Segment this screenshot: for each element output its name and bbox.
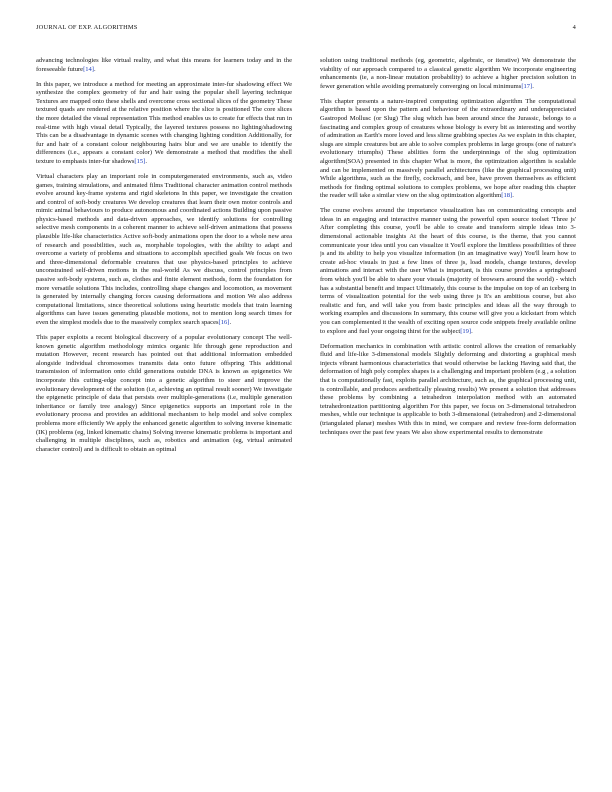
paragraph-text: This paper exploits a recent biological discovery of a popular evolutionary concept The well-known genetic algorithm methodology mimics organic life through gene reproduction and mutation However, recent research has pointed out that additional information embedded alongside individual chromosomes transmits data onto future offspring This additional transmission of information onto child generations outside DNA is known as epigenetics We incorporate this cutting-edge concept into a genetic algorithm to steer and improve the evolutionary development of the solution (i.e, achieving an optimal result sooner) We investigate the epigenetic principle of data that persists over multiple-generations (i.e, multiple generation inheritance or family tree analogy) Since epigenetics supports an important role in the evolutionary process and provides an additional mechanism to help model and solve complex problems more efficiently We apply the enhanced genetic algorithm to solving inverse kinematic (IK) problems (eg, linked kinematic chains) Solving inverse kinematic problems is important and challenging in multiple disciplines, such as, robotics and animation (eg, virtual animated character control) and is difficult to obtain an optimal [36, 333, 292, 453]
paragraph [36, 334, 292, 454]
page-number: 4 [572, 24, 576, 31]
paragraph-text: Deformation mechanics in combination with artistic control allows the creation of remarkably fluid and life-like 3-dimensional models Slightly deforming and distorting a graphical mesh injects vibrant harmonious characteristics that would otherwise be lacking Having said that, the deformation of high poly complex shapes is a challenging and important problem (e.g , a solution that is computationally fast, exploits parallel architecture, such as, the graphical processing unit, is controllable, and produces aesthetically pleasing results) We present a solution that addresses these problems by combining a tetrahedron interpolation method with an automated tetrahedronization partitioning algorithm For this paper, we focus on 3-dimensional tetrahedron meshes, while our technique is applicable to both 3-dimensional (tetrahedron) and 2-dimensional (triangulated planar) meshes With this in mind, we compare and review free-form deformation techniques over the past few years We also show experimental results to demonstrate [320, 342, 576, 436]
paragraph-end: . [471, 327, 473, 335]
paragraph-text: advancing technologies like virtual reality, and what this means for learners today and in the foreseeable future [36, 57, 292, 73]
paragraph-text: Virtual characters play an important role in computergenerated environments, such as, video games, training simulations, and animated films Traditional character animation control methods evolve around key-frame systems and rigid skeletons In this paper, we investigate the creation and control of soft-body creatures We develop creatures that learn their own motor controls and mimic animal behaviours to produce autonomous and coordinated actions Building upon passive physics-based methods and data-driven approaches, we identify solutions for controlling selective mesh components in a coherent manner to achieve self-driven animations that possess plausible life-like characteristics Active soft-body animations open the door to a whole new area of research and possibilities, such as, morphable topologies, with the ability to adapt and overcome a variety of problems and situations to accomplish specified goals We focus on two and three-dimensional deformable creatures that use physics-based principles to achieve unconstrained self-driven motions in the real-world As we discuss, control principles from passive soft-body systems, such as, clothes and finite element methods, form the foundation for more versatile solutions This includes, controlling shape changes and locomotion, as movement is generated by internally changing forces causing deformations and motion We also address computational limitations, since theoretical solutions using heuristic models that train learning algorithms can have issues generating plausible motions, not to mention long search times for even the simplest models due to the massively complex search spaces [36, 172, 292, 326]
paragraph-end: . [532, 82, 534, 90]
paragraph [320, 57, 576, 91]
citation-link[interactable]: [17] [521, 82, 533, 90]
citation-link[interactable]: [16] [218, 319, 230, 326]
paragraph [320, 98, 576, 201]
running-header [36, 24, 576, 36]
paragraph-text: In this paper, we introduce a method for meeting an approximate inter-fur shadowing effect We synthesize the complex geometry of fur and hair using the popular shell layering technique Textures are mapped onto these shells and overcome cross sectional slices of the geometry These textured quads are rendered at the relative position where the slice is positioned The core slices the more detailed the visual representation This method enables us to create fur effects that run in real-time with high visual detail Typically, the layered textures possess no lighting/shadowing This can be a disadvantage in dynamic scenes with changing lighting condition Additionally, for fur and hair of a constant colour neighbouring hairs blur and we are unable to identify the differences (i.e., appears a constant color) We demonstrate a method that modifies the shell texture to emphasis inter-fur shadows [36, 80, 292, 165]
paragraph-text: The course evolves around the importance visualization has on communicating concepts and ideas in an engaging and interactive manner using the powerful open source toolset 'Three js' After completing this course, you'll be able to create and transform simple ideas into 3-dimensional actionable insights At the heart of this course, is the theme, that you cannot communicate your idea until you can visualize it You'll explore the limitless possibilities of three js and its ability to help you visualize information (in an imaginative way) You'll learn how to create ad-hoc visuals in just a few lines of three js, load models, change textures, develop animations and interact with the user What is important, is this course provides a springboard from which you'll be able to share your visuals (majority of browsers around the world) - which has a substantial benefit and impact Ultimately, this course is the impulse on top of an iceberg in terms of visualization potential for the web using three js It's an ambitious course, but also realistic and fun, and will take you from basic principles and ideas all the way through to working examples and discussions In summary, this course will give you a kickstart from which you can complemented it the wealth of exciting open source code snippets freely available online to explore and fuel your ongoing thirst for the subject [320, 207, 576, 335]
paragraph [320, 207, 576, 336]
citation-link[interactable]: [15] [134, 157, 146, 165]
paragraph [36, 173, 292, 328]
citation-link[interactable]: [19] [460, 327, 472, 335]
paragraph-text: solution using traditional methods (eg, geometric, algebraic, or iterative) We demonstrate the viability of our approach compared to a classical genetic algorithm We incorporate engineering enhancements (ie, a non-linear mutation probability) to achieve a higher precision solution in fewer generation while avoiding prematurely converging on local minimums [320, 57, 576, 90]
left-column [36, 57, 292, 777]
paragraph [320, 343, 576, 438]
right-column [320, 57, 576, 777]
paragraph-end: . [229, 319, 232, 326]
paragraph-text: This chapter presents a nature-inspired computing optimization algorithm The computational algorithm is based upon the pattern and behaviour of the extraordinary and underappreciated Gastropod Mollusc (or Slug) The slug which has been around since the Jurassic, belongs to a fascinating and complex group of creatures whose biology is every bit as interesting and worthy of admiration as Earth's more loved and less slime grabbing species As we explain in this chapter, slugs are simple creatures but are able to solve complex problems in large groups (one of nature's evolutionary triumphs) These abilities form the underpinnings of the slug optimization algorithm(SOA) presented in this chapter What is more, the optimization algorithm is scalable and can be implemented on massively parallel architectures (like the graphical processing unit) While algorithms, such as the firefly, cockroach, and bee, have proven themselves as efficient methods for finding optimal solutions to complex problems, we hope after reading this chapter the reader will take a similar view on the slug optimization algorithm [320, 97, 576, 200]
paragraph-end: . [512, 192, 514, 200]
paragraph-end: . [145, 157, 147, 165]
journal-name: JOURNAL OF EXP. ALGORITHMS [36, 24, 138, 31]
paragraph-end: . [94, 65, 96, 73]
paragraph [36, 57, 292, 74]
paragraph [36, 81, 292, 167]
citation-link[interactable]: [14] [83, 65, 94, 73]
citation-link[interactable]: [18] [501, 192, 513, 200]
